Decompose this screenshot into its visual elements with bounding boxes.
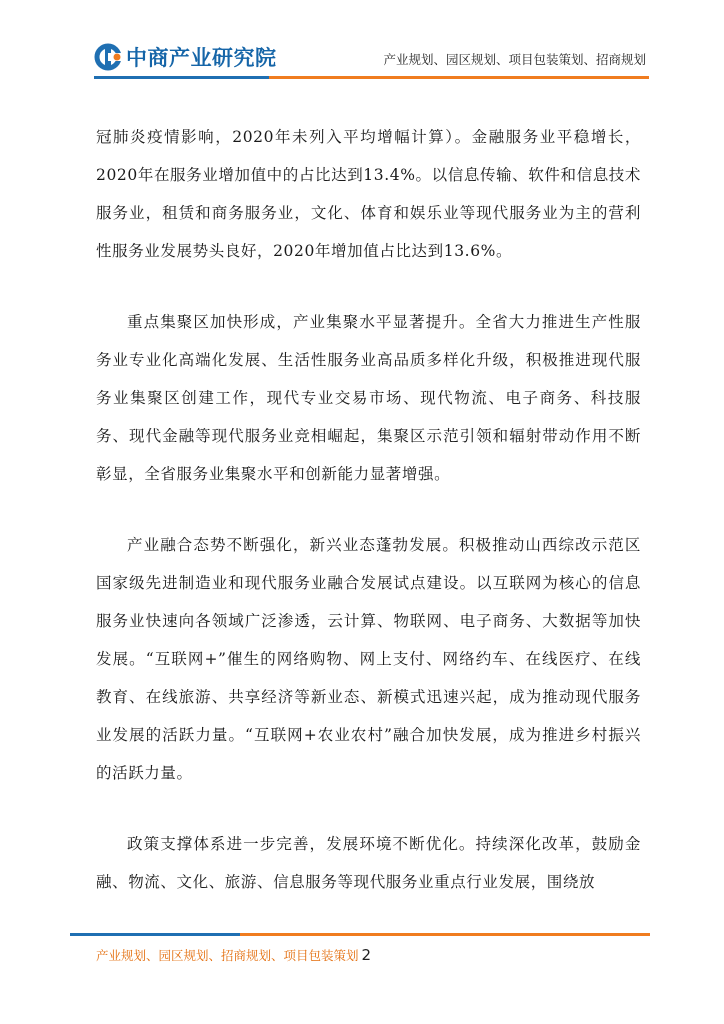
header-rule-orange	[269, 76, 649, 79]
footer-rule-blue	[70, 933, 240, 936]
paragraph-2: 重点集聚区加快形成，产业集聚水平显著提升。全省大力推进生产性服务业专业化高端化发展、生活性服务业高品质多样化升级，积极推进现代服务业集聚区创建工作，现代专业交易市场、现代物流、电子商务、科技服务、现代金融等现代服务业竞相崛起，集聚区示范引领和辐射带动作用不断彰显，全省服务业集聚水平和创新能力显著增强。	[96, 313, 641, 483]
logo-icon	[94, 43, 122, 71]
header-tagline: 产业规划、园区规划、项目包装策划、招商规划	[383, 52, 646, 67]
brand-logo	[94, 42, 277, 72]
header-rule-blue	[94, 76, 269, 79]
document-body	[96, 118, 641, 934]
logo-text: 中商产业研究院	[126, 46, 277, 70]
page-footer	[96, 946, 371, 964]
footer-rule-orange	[240, 933, 650, 936]
paragraph-4: 政策支撑体系进一步完善，发展环境不断优化。持续深化改革，鼓励金融、物流、文化、旅游、信息服务等现代服务业重点行业发展，围绕放	[96, 835, 641, 891]
page-header	[0, 0, 724, 84]
footer-tagline: 产业规划、园区规划、招商规划、项目包装策划	[96, 948, 359, 963]
paragraph-3: 产业融合态势不断强化，新兴业态蓬勃发展。积极推动山西综改示范区国家级先进制造业和现代服务业融合发展试点建设。以互联网为核心的信息服务业快速向各领域广泛渗透，云计算、物联网、电子商务、大数据等加快发展。“互联网+”催生的网络购物、网上支付、网络约车、在线医疗、在线教育、在线旅游、共享经济等新业态、新模式迅速兴起，成为推动现代服务业发展的活跃力量。“互联网+农业农村”融合加快发展，成为推进乡村振兴的活跃力量。	[96, 536, 641, 782]
page-number: 2	[361, 946, 372, 964]
paragraph-1: 冠肺炎疫情影响，2020年未列入平均增幅计算）。金融服务业平稳增长，2020年在服务业增加值中的占比达到13.4%。以信息传输、软件和信息技术服务业，租赁和商务服务业，文化、体育和娱乐业等现代服务业为主的营利性服务业发展势头良好，2020年增加值占比达到13.6%。	[96, 128, 641, 260]
